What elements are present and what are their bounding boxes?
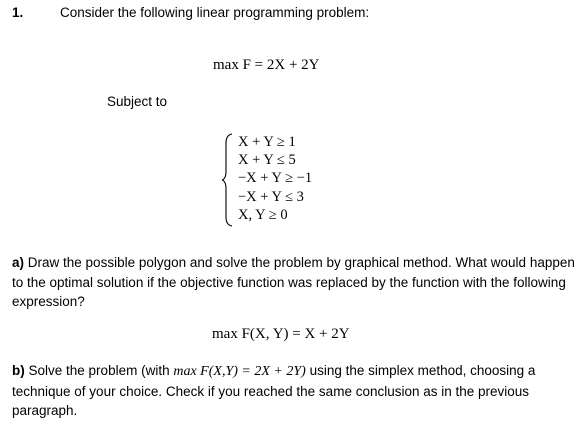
- part-b-text-before: Solve the problem (with: [28, 363, 170, 378]
- part-a-text: Draw the possible polygon and solve the problem by graphical method. What would happen to the optimal solution if the objective function was replaced by the function with the following expression?: [12, 255, 575, 309]
- constraint-item: X + Y ≥ 1: [238, 134, 296, 150]
- part-b-label: b): [12, 363, 25, 378]
- left-brace-icon: [221, 133, 235, 227]
- part-b-inline-math: max F(X,Y) = 2X + 2Y): [173, 364, 306, 379]
- constraint-item: −X + Y ≤ 3: [238, 188, 304, 205]
- question-intro: Consider the following linear programming problem:: [60, 5, 370, 20]
- constraint-system: [221, 133, 361, 227]
- new-objective-function: max F(X, Y) = X + 2Y: [212, 326, 350, 342]
- objective-function: max F = 2X + 2Y: [213, 57, 320, 73]
- constraint-list: [238, 133, 312, 224]
- part-b-paragraph: [12, 361, 582, 421]
- part-a-paragraph: [12, 253, 582, 312]
- constraint-item: −X + Y ≥ −1: [238, 170, 313, 187]
- constraint-item: X + Y ≤ 5: [238, 152, 296, 169]
- constraint-item: X, Y ≥ 0: [238, 206, 288, 223]
- part-b-text-after: using the simplex method, choosing a technique of your choice. Check if you reached the same conclusion as in the previous paragraph.: [12, 363, 536, 418]
- question-number: 1.: [12, 5, 24, 20]
- part-a-label: a): [12, 255, 25, 270]
- subject-to-label: Subject to: [107, 94, 168, 109]
